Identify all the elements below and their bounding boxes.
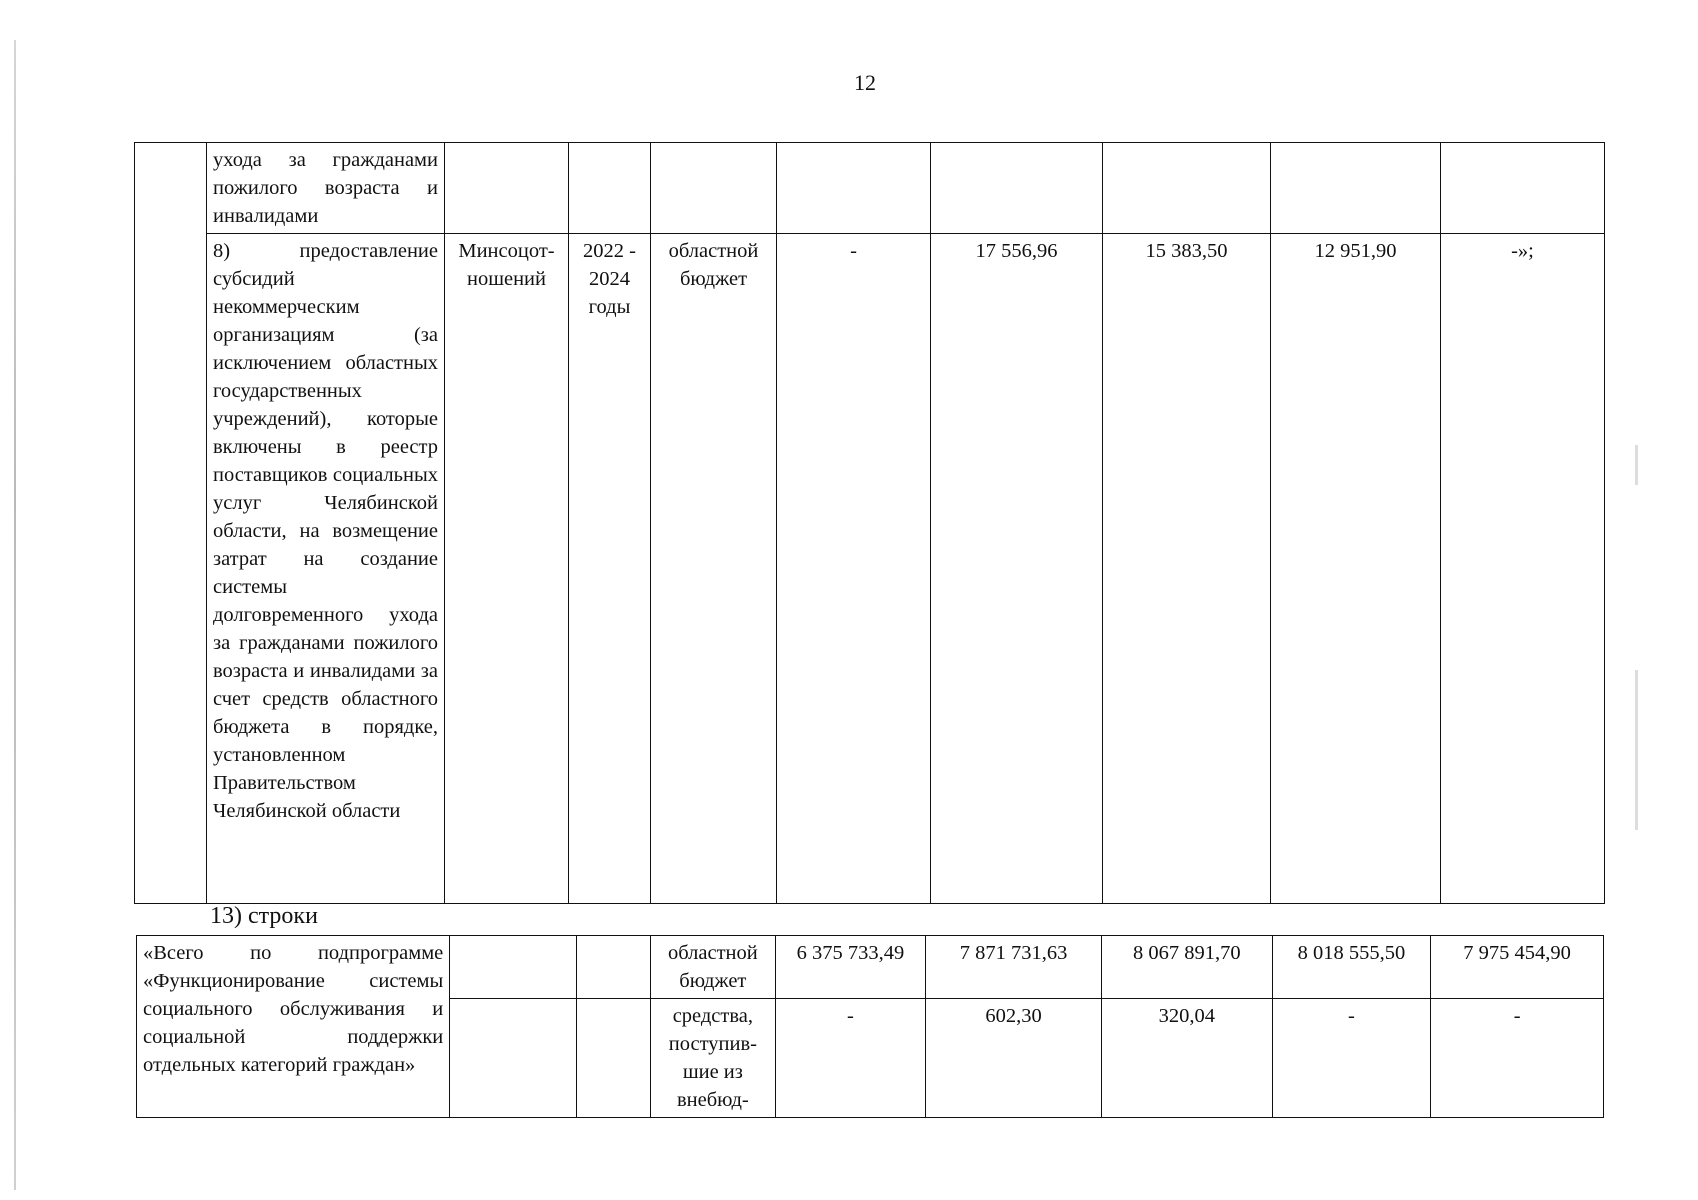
value-cell: 6 375 733,49 [775,936,926,999]
scan-mark [1635,445,1638,485]
value-cell: 320,04 [1101,999,1272,1118]
executor-cell: Минсоцот-ношений [445,234,569,904]
value-cell: - [1431,999,1604,1118]
empty-cell [576,999,650,1118]
value-cell: 602,30 [926,999,1102,1118]
empty-cell [651,143,777,234]
value-cell: - [775,999,926,1118]
empty-cell [1103,143,1271,234]
funding-source-cell: областной бюджет [651,234,777,904]
table-row-measure-8 [135,234,1605,904]
funding-source-cell: средства, поступив-шие из внебюд- [651,999,776,1118]
measure-cell-continuation: ухода за гражданами пожилого возраста и инвалидами [207,143,445,234]
subprogram-total-label: «Всего по подпрограмме «Функционирование системы социального обслуживания и социальной поддержки отдельных категорий граждан» [137,936,450,1118]
empty-cell [1271,143,1441,234]
program-table-continued [134,142,1605,904]
value-cell: 7 975 454,90 [1431,936,1604,999]
empty-cell [450,936,577,999]
period-cell: 2022 - 2024 годы [569,234,651,904]
measure-cell: 8) предоставление субсидий некоммерческим организациям (за исключением областных государственных учреждений), которые включены в реестр поставщиков социальных услуг Челябинской области, на возмещение затрат на создание системы долговременного ухода за гражданами пожилого возраста и инвалидами за счет средств областного бюджета в порядке, установленном Правительством Челябинской области [207,234,445,904]
empty-cell [569,143,651,234]
value-cell: 7 871 731,63 [926,936,1102,999]
value-cell: 12 951,90 [1271,234,1441,904]
empty-cell [576,936,650,999]
table-row-continuation [135,143,1605,234]
funding-source-cell: областной бюджет [651,936,776,999]
empty-cell [931,143,1103,234]
scan-mark [1635,670,1638,830]
empty-cell [450,999,577,1118]
empty-cell [777,143,931,234]
empty-cell [445,143,569,234]
section-label: 13) строки [210,903,318,929]
value-cell: - [1272,999,1431,1118]
empty-cell [1441,143,1605,234]
value-cell: 17 556,96 [931,234,1103,904]
value-cell: 8 018 555,50 [1272,936,1431,999]
value-cell: -»; [1441,234,1605,904]
value-cell: - [777,234,931,904]
page-number: 12 [854,70,876,95]
number-cell [135,143,207,904]
subprogram-total-table [136,935,1604,1118]
scan-edge [14,40,16,1190]
value-cell: 8 067 891,70 [1101,936,1272,999]
table-row-regional-budget [137,936,1604,999]
value-cell: 15 383,50 [1103,234,1271,904]
